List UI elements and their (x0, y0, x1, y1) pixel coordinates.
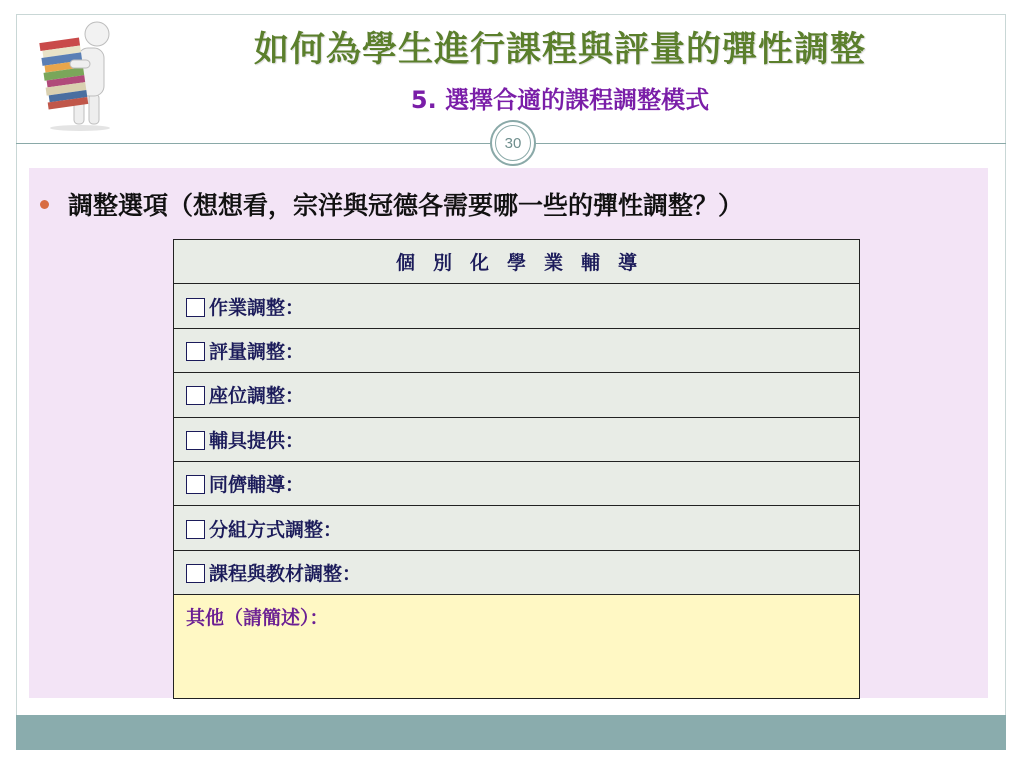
option-cell[interactable] (174, 550, 860, 594)
option-label: 評量調整： (209, 340, 305, 363)
other-cell[interactable] (174, 595, 860, 699)
checkbox-icon[interactable] (186, 475, 205, 494)
option-label: 作業調整： (209, 296, 305, 319)
option-cell[interactable] (174, 328, 860, 372)
other-label: 其他（請簡述）： (186, 607, 329, 630)
bullet-text: 調整選項（想想看，宗洋與冠德各需要哪一些的彈性調整？） (68, 191, 744, 220)
table-row (174, 417, 860, 461)
checkbox-icon[interactable] (186, 298, 205, 317)
table-row-other (174, 595, 860, 699)
slide-subtitle: 5. 選擇合適的課程調整模式 (410, 86, 710, 114)
table-header-row (174, 240, 860, 284)
option-cell[interactable] (174, 284, 860, 328)
bullet-dot-icon (40, 200, 49, 209)
table-row (174, 328, 860, 372)
bottom-band (16, 715, 1006, 750)
table-header: 個別化學業輔導 (174, 240, 860, 284)
option-label: 座位調整： (209, 385, 305, 408)
option-label: 課程與教材調整： (209, 562, 362, 585)
table-row (174, 506, 860, 550)
table-row (174, 550, 860, 594)
checkbox-icon[interactable] (186, 386, 205, 405)
checkbox-icon[interactable] (186, 342, 205, 361)
option-label: 同儕輔導： (209, 474, 305, 497)
checkbox-icon[interactable] (186, 520, 205, 539)
bullet-item (40, 186, 990, 222)
page-number: 30 (495, 125, 531, 161)
table-row (174, 284, 860, 328)
option-label: 分組方式調整： (209, 518, 343, 541)
checkbox-icon[interactable] (186, 431, 205, 450)
checkbox-icon[interactable] (186, 564, 205, 583)
person-carrying-books-icon (34, 20, 126, 132)
option-cell[interactable] (174, 461, 860, 505)
slide-title: 如何為學生進行課程與評量的彈性調整 (253, 30, 866, 70)
page-number-badge (490, 120, 536, 166)
option-label: 輔具提供： (209, 429, 305, 452)
table-row (174, 461, 860, 505)
option-cell[interactable] (174, 373, 860, 417)
adjustment-options-table (173, 239, 860, 699)
option-cell[interactable] (174, 506, 860, 550)
option-cell[interactable] (174, 417, 860, 461)
table-row (174, 373, 860, 417)
